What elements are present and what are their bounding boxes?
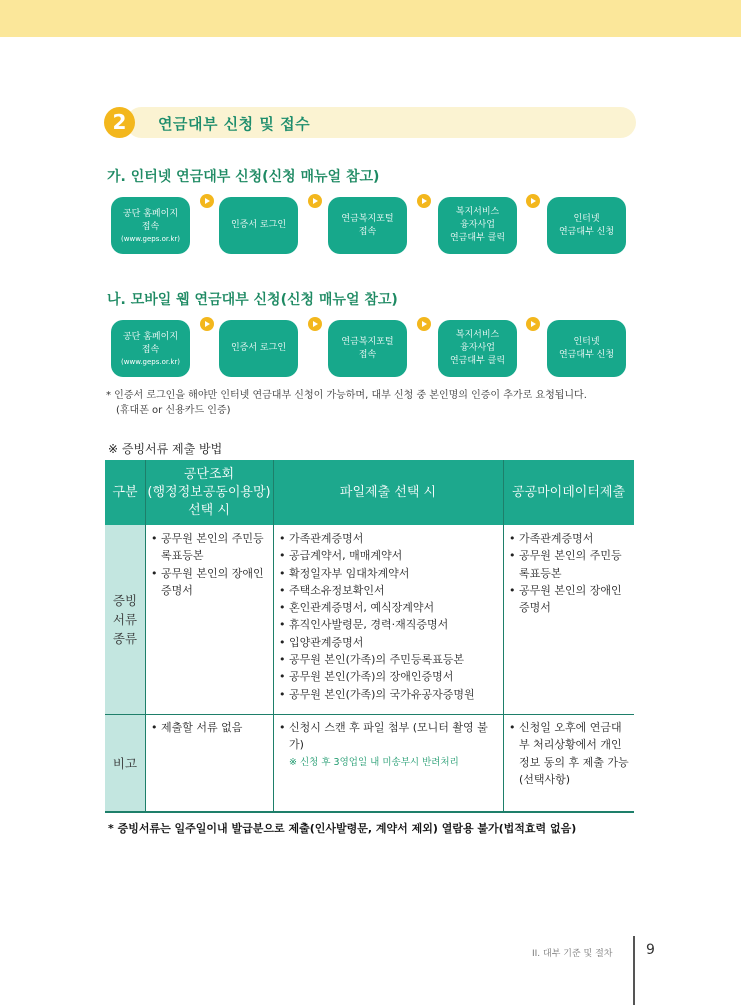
step-text: 연금대부 신청 bbox=[558, 349, 615, 360]
step-text: 인터넷 bbox=[573, 336, 600, 347]
step-url: (www.geps.or.kr) bbox=[121, 357, 180, 366]
step-text: 접속 bbox=[141, 221, 160, 232]
list-item: • 주택소유정보확인서 bbox=[279, 582, 499, 599]
table-divider bbox=[273, 460, 274, 812]
step-text: 연금대부 클릭 bbox=[449, 356, 506, 366]
internet-step-login bbox=[219, 197, 298, 254]
cell-agency-docs bbox=[145, 525, 273, 714]
mobile-step-homepage bbox=[111, 320, 190, 377]
step-text: 접속 bbox=[358, 226, 377, 237]
list-item: • 제출할 서류 없음 bbox=[151, 719, 269, 736]
return-notice: ※ 신청 후 3영업일 내 미송부시 반려처리 bbox=[289, 756, 459, 768]
list-item: • 공무원 본인(가족)의 주민등록표등본 bbox=[279, 651, 499, 668]
arrow-icon bbox=[417, 194, 431, 208]
list-item: • 입양관계증명서 bbox=[279, 634, 499, 651]
step-text: 융자사업 bbox=[460, 343, 495, 353]
list-item: • 확정일자부 임대차계약서 bbox=[279, 565, 499, 582]
label-text: 종류 bbox=[112, 631, 138, 646]
internet-step-welfare bbox=[438, 197, 517, 254]
list-item: • 공무원 본인의 장애인증명서 bbox=[151, 565, 269, 600]
header-text: (행정정보공동이용망) bbox=[147, 484, 271, 500]
step-text: 공단 홈페이지 bbox=[122, 331, 179, 342]
footer-divider bbox=[633, 936, 635, 1005]
list-item: • 신청시 스캔 후 파일 첨부 (모니터 촬영 불가) bbox=[279, 719, 499, 754]
header-mydata: 공공마이데이터제출 bbox=[503, 460, 634, 525]
label-text: 서류 bbox=[112, 612, 138, 627]
documents-footnote: * 증빙서류는 일주일이내 발급분으로 제출(인사발령문, 계약서 제외) 열람용 불가(법적효력 없음) bbox=[108, 822, 577, 835]
list-item: • 공무원 본인의 주민등록표등본 bbox=[151, 530, 269, 565]
step-text: 접속 bbox=[358, 349, 377, 360]
step-url: (www.geps.or.kr) bbox=[121, 234, 180, 243]
step-text: 연금대부 클릭 bbox=[449, 233, 506, 243]
step-text: 복지서비스 bbox=[455, 330, 500, 340]
mobile-step-apply bbox=[547, 320, 626, 377]
list-item: • 신청일 오후에 연금대부 처리상황에서 개인정보 동의 후 제출 가능(선택사항) bbox=[509, 719, 630, 788]
internet-flow bbox=[111, 197, 626, 254]
list-item: • 혼인관계증명서, 예식장계약서 bbox=[279, 599, 499, 616]
note-line: (휴대폰 or 신용카드 인증) bbox=[116, 405, 231, 416]
arrow-icon bbox=[417, 317, 431, 331]
header-text: 선택 시 bbox=[188, 502, 230, 518]
note-line: * 인증서 로그인을 해야만 인터넷 연금대부 신청이 가능하며, 대부 신청 중 본인명의 인증이 추가로 요청됩니다. bbox=[106, 390, 587, 401]
row-label-documents bbox=[105, 525, 145, 714]
step-text: 접속 bbox=[141, 344, 160, 355]
step-text: 공단 홈페이지 bbox=[122, 208, 179, 219]
header-category: 구분 bbox=[105, 460, 145, 525]
section-heading bbox=[104, 107, 636, 138]
list-item: • 공무원 본인의 장애인증명서 bbox=[509, 582, 630, 617]
arrow-icon bbox=[308, 317, 322, 331]
list-item: • 가족관계증명서 bbox=[509, 530, 630, 547]
step-text: 연금대부 신청 bbox=[558, 226, 615, 237]
arrow-icon bbox=[526, 317, 540, 331]
mobile-subtitle: 나. 모바일 웹 연금대부 신청(신청 매뉴얼 참고) bbox=[107, 292, 398, 308]
internet-step-homepage bbox=[111, 197, 190, 254]
step-text: 인증서 로그인 bbox=[230, 343, 287, 353]
table-divider bbox=[503, 460, 504, 812]
mobile-step-portal bbox=[328, 320, 407, 377]
top-color-band bbox=[0, 0, 741, 37]
table-divider bbox=[145, 460, 146, 812]
table-bottom-border bbox=[105, 811, 634, 813]
internet-subtitle: 가. 인터넷 연금대부 신청(신청 매뉴얼 참고) bbox=[107, 169, 380, 185]
header-file-submission: 파일제출 선택 시 bbox=[273, 460, 503, 525]
mobile-flow bbox=[111, 320, 626, 377]
list-item: • 공무원 본인(가족)의 국가유공자증명원 bbox=[279, 686, 499, 703]
header-agency-lookup bbox=[145, 460, 273, 525]
mobile-step-login bbox=[219, 320, 298, 377]
list-item: • 공무원 본인(가족)의 장애인증명서 bbox=[279, 668, 499, 685]
arrow-icon bbox=[200, 194, 214, 208]
list-item: • 가족관계증명서 bbox=[279, 530, 499, 547]
arrow-icon bbox=[308, 194, 322, 208]
table-caption: ※ 증빙서류 제출 방법 bbox=[108, 442, 223, 456]
step-text: 인증서 로그인 bbox=[230, 220, 287, 230]
cell-mydata-docs bbox=[503, 525, 634, 714]
header-text: 공단조회 bbox=[183, 466, 235, 482]
documents-table bbox=[105, 460, 634, 812]
certificate-note bbox=[106, 388, 626, 418]
step-text: 인터넷 bbox=[573, 213, 600, 224]
step-text: 연금복지포털 bbox=[341, 213, 394, 224]
page-number: 9 bbox=[646, 942, 655, 958]
section-number-badge: 2 bbox=[104, 107, 135, 138]
mobile-step-welfare bbox=[438, 320, 517, 377]
step-text: 연금복지포털 bbox=[341, 336, 394, 347]
list-item: • 공무원 본인의 주민등록표등본 bbox=[509, 547, 630, 582]
cell-mydata-remarks bbox=[503, 714, 634, 812]
arrow-icon bbox=[526, 194, 540, 208]
section-title: 연금대부 신청 및 접수 bbox=[158, 115, 311, 133]
internet-step-portal bbox=[328, 197, 407, 254]
internet-step-apply bbox=[547, 197, 626, 254]
label-text: 증빙 bbox=[112, 593, 138, 608]
list-item: • 공급계약서, 매매계약서 bbox=[279, 547, 499, 564]
arrow-icon bbox=[200, 317, 214, 331]
step-text: 융자사업 bbox=[460, 220, 495, 230]
list-item: • 휴직인사발령문, 경력·재직증명서 bbox=[279, 616, 499, 633]
row-label-remarks: 비고 bbox=[105, 714, 145, 812]
cell-file-docs bbox=[273, 525, 503, 714]
cell-agency-remarks bbox=[145, 714, 273, 812]
table-divider bbox=[105, 714, 634, 715]
cell-file-remarks bbox=[273, 714, 503, 812]
step-text: 복지서비스 bbox=[455, 207, 500, 217]
chapter-label: II. 대부 기준 및 절차 bbox=[532, 949, 613, 959]
